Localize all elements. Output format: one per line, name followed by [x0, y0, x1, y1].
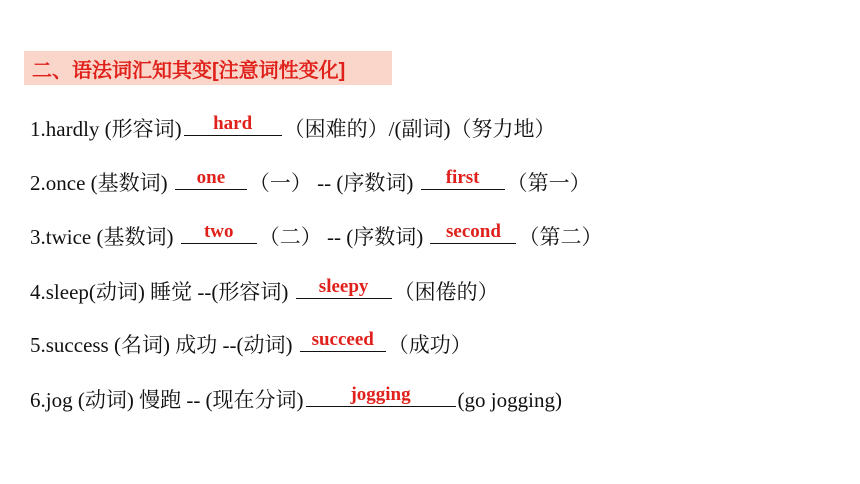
answer-text: jogging	[350, 384, 411, 405]
line-prompt: 1.hardly (形容词)	[30, 117, 182, 141]
line-prompt: 4.sleep(动词) 睡觉 --(形容词)	[30, 280, 294, 304]
line-suffix: （困倦的）	[393, 280, 499, 304]
answer-text: succeed	[311, 329, 374, 350]
answer-blank	[181, 221, 257, 244]
exercise-line-3	[30, 221, 602, 252]
line-suffix: （成功）	[387, 333, 472, 357]
line-middle: （二） -- (序数词)	[258, 225, 429, 249]
answer-blank	[296, 276, 392, 299]
exercise-line-5	[30, 329, 472, 360]
answer-text: first	[445, 167, 480, 188]
line-suffix: （第一）	[506, 171, 591, 195]
answer-text: hard	[213, 113, 253, 134]
line-prompt: 3.twice (基数词)	[30, 225, 179, 249]
line-suffix: （困难的）/(副词)（努力地）	[283, 117, 556, 141]
answer-blank	[306, 384, 456, 407]
answer-text: second	[446, 221, 501, 242]
answer-text: one	[196, 167, 226, 188]
line-suffix: （第二）	[518, 225, 603, 249]
section-heading: 二、语法词汇知其变[注意词性变化]	[32, 59, 346, 82]
answer-blank	[430, 221, 516, 244]
exercise-line-2	[30, 167, 591, 198]
line-prompt: 2.once (基数词)	[30, 171, 173, 195]
answer-blank	[421, 167, 505, 190]
line-prompt: 5.success (名词) 成功 --(动词)	[30, 333, 298, 357]
answer-blank	[184, 113, 282, 136]
answer-text: sleepy	[318, 276, 369, 297]
answer-text: two	[203, 221, 234, 242]
line-middle: （一） -- (序数词)	[248, 171, 419, 195]
answer-blank	[175, 167, 247, 190]
section-heading-box	[24, 51, 392, 85]
line-prompt: 6.jog (动词) 慢跑 -- (现在分词)	[30, 388, 304, 412]
exercise-line-4	[30, 276, 499, 307]
line-suffix: (go jogging)	[457, 388, 562, 412]
exercise-line-6	[30, 384, 562, 415]
answer-blank	[300, 329, 386, 352]
exercise-line-1	[30, 113, 555, 144]
